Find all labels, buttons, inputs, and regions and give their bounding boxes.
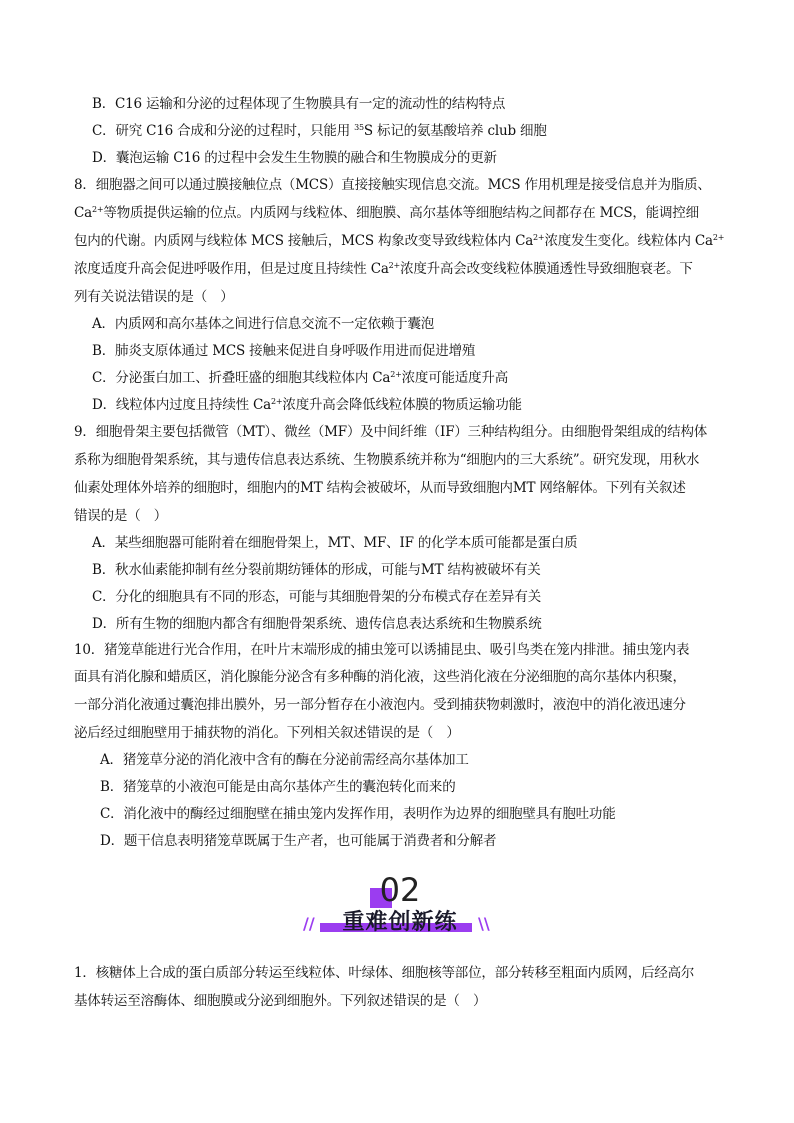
superscript: 35 (354, 123, 364, 132)
text-line: D．所有生物的细胞内都含有细胞骨架系统、遗传信息表达系统和生物膜系统 (92, 616, 542, 632)
text-line: 浓度适度升高会促进呼吸作用，但是过度且持续性 $Ca^{2+}$浓度升高会改变线粒体膜通透性导致细胞衰老。下 (74, 261, 693, 277)
text-line: 1．核糖体上合成的蛋白质部分转运至线粒体、叶绿体、细胞核等部位，部分转移至粗面内质网，后经高尔 (74, 965, 695, 981)
text-line: B．肺炎支原体通过 MCS 接触来促进自身呼吸作用进而促进增殖 (92, 343, 476, 359)
superscript: 2+ (390, 370, 402, 379)
text-line: C．消化液中的酶经过细胞壁在捕虫笼内发挥作用，表明作为边界的细胞壁具有胞吐功能 (100, 806, 616, 822)
text-line: C．分化的细胞具有不同的形态，可能与其细胞骨架的分布模式存在差异有关 (92, 589, 542, 605)
text-line: D．囊泡运输 C16 的过程中会发生生物膜的融合和生物膜成分的更新 (92, 150, 497, 166)
text-line: 泌后经过细胞壁用于捕获物的消化。下列相关叙述错误的是（ ） (74, 725, 460, 741)
text-line: A．某些细胞器可能附着在细胞骨架上，MT、MF、IF 的化学本质可能都是蛋白质 (92, 535, 578, 551)
text-line: A．猪笼草分泌的消化液中含有的酶在分泌前需经高尔基体加工 (100, 752, 469, 768)
superscript: 2+ (533, 233, 545, 242)
text-line: B．C16 运输和分泌的过程体现了生物膜具有一定的流动性的结构特点 (92, 96, 506, 112)
text-line: 一部分消化液通过囊泡排出膜外，另一部分暂存在小液泡内。受到捕获物刺激时，液泡中的消化液迅速分 (74, 697, 686, 713)
superscript: 2+ (712, 233, 725, 242)
text-line: 列有关说法错误的是（ ） (74, 289, 234, 305)
text-line: 9．细胞骨架主要包括微管（MT）、微丝（MF）及中间纤维（IF）三种结构组分。由细胞骨架组成的结构体 (74, 424, 708, 440)
text-line: 错误的是（ ） (74, 508, 168, 524)
text-line: 仙素处理体外培养的细胞时，细胞内的MT 结构会被破坏，从而导致细胞内MT 网络解体。下列有关叙述 (74, 480, 686, 496)
text-line: 系称为细胞骨架系统，其与遗传信息表达系统、生物膜系统并称为“细胞内的三大系统”。研究发现，用秋水 (74, 452, 700, 468)
superscript: 2+ (91, 205, 104, 214)
section-number: 02 (379, 871, 421, 909)
superscript: 2+ (271, 397, 283, 406)
text-line: $Ca^{2+}$等物质提供运输的位点。内质网与线粒体、细胞膜、高尔基体等细胞结构之间都存在 MCS，能调控细 (74, 205, 699, 221)
text-line: D．题干信息表明猪笼草既属于生产者，也可能属于消费者和分解者 (100, 833, 497, 849)
text-line: C．研究 C16 合成和分泌的过程时，只能用 $^{35}$S 标记的氨基酸培养 club 细胞 (92, 123, 547, 139)
text-line: 基体转运至溶酶体、细胞膜或分泌到细胞外。下列叙述错误的是（ ） (74, 993, 487, 1009)
section-header (300, 870, 500, 950)
text-line: 8．细胞器之间可以通过膜接触位点（MCS）直接接触实现信息交流。MCS 作用机理是接受信息并为脂质、 (74, 177, 711, 193)
text-line: A．内质网和高尔基体之间进行信息交流不一定依赖于囊泡 (92, 316, 435, 332)
text-line: 10．猪笼草能进行光合作用，在叶片末端形成的捕虫笼可以诱捕昆虫、吸引鸟类在笼内排泄。捕虫笼内表 (74, 642, 690, 658)
text-line: 面具有消化腺和蜡质区，消化腺能分泌含有多种酶的消化液，这些消化液在分泌细胞的高尔基体内积聚， (74, 669, 686, 685)
text-line: B．猪笼草的小液泡可能是由高尔基体产生的囊泡转化而来的 (100, 779, 456, 795)
section-right-mark: \\ (478, 914, 490, 933)
text-line: B．秋水仙素能抑制有丝分裂前期纺锤体的形成，可能与MT 结构被破坏有关 (92, 562, 541, 578)
section-left-mark: // (303, 914, 315, 933)
text-line: C．分泌蛋白加工、折叠旺盛的细胞其线粒体内 $Ca^{2+}$浓度可能适度升高 (92, 370, 509, 386)
superscript: 2+ (388, 261, 401, 270)
text-line: 包内的代谢。内质网与线粒体 MCS 接触后，MCS 构象改变导致线粒体内 $Ca^{2+}$浓度发生变化。线粒体内 $Ca^{2+}$ (74, 233, 725, 249)
text-line: D．线粒体内过度且持续性 $Ca^{2+}$浓度升高会降低线粒体膜的物质运输功能 (92, 397, 522, 413)
section-title: 重难创新练 (342, 910, 458, 935)
